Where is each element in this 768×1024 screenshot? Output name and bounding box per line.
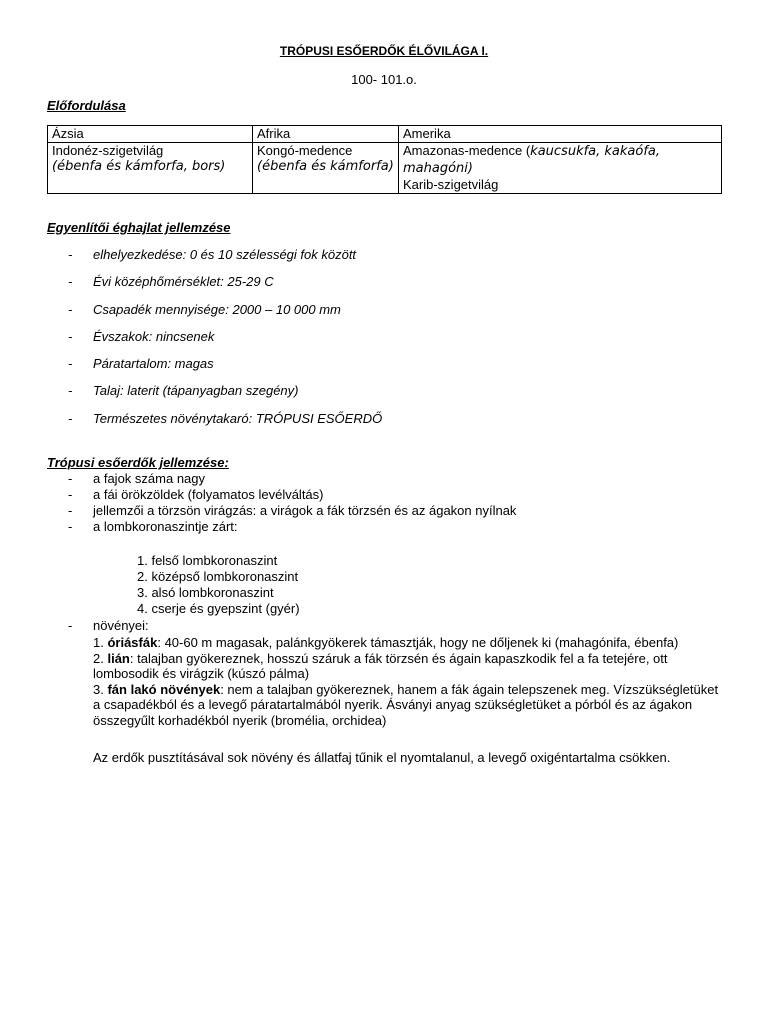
list-item: - Évi középhőmérséklet: 25-29 C [68,274,274,290]
list-item: - a fajok száma nagy [68,471,206,486]
table-header-row [48,126,722,143]
header-america: Amerika [399,126,722,143]
list-item: - a fái örökzöldek (folyamatos levélváltás) [68,487,324,502]
plant-item: 1. óriásfák: 40-60 m magasak, palánkgyökerek támasztják, hogy ne dőljenek ki (mahagónifa, ébenfa) [93,635,679,650]
occurrence-heading: Előfordulása [47,98,126,113]
asia-region: Indonéz-szigetvilág [52,143,164,158]
list-item: - Páratartalom: magas [68,356,214,372]
plant-name: fán lakó növények [107,681,221,697]
cell-africa [253,143,399,194]
africa-region: Kongó-medence [257,143,353,158]
canopy-levels-list [137,553,300,617]
list-item: - elhelyezkedése: 0 és 10 szélességi fok között [68,247,357,262]
plants-label: növényei: [93,618,149,633]
asia-detail: (ébenfa és kámforfa, bors) [52,159,226,174]
list-item: - Csapadék mennyisége: 2000 – 10 000 mm [68,301,341,317]
list-item: - a lombkoronaszintje zárt: [68,519,238,534]
america-region: Amazonas-medence ( [403,143,531,158]
list-item: - Természetes növénytakaró: TRÓPUSI ESŐERDŐ [68,410,383,426]
occurrence-table [47,125,722,194]
list-item: 1. felső lombkoronaszint [137,553,278,568]
page-reference: 100- 101.o. [351,72,417,87]
table-row [48,143,722,194]
list-item: - Évszakok: nincsenek [68,328,215,344]
features-heading: Trópusi esőerdők jellemzése: [47,455,229,470]
list-item: - jellemzői a törzsön virágzás: a virágok a fák törzsén és az ágakon nyílnak [68,503,517,518]
africa-detail: (ébenfa és kámforfa) [257,159,394,174]
america-main [403,143,717,177]
america-extra: Karib-szigetvilág [403,177,499,192]
plant-name: lián [107,650,130,666]
closing-paragraph: Az erdők pusztításával sok növény és állatfaj tűnik el nyomtalanul, a levegő oxigéntartalma csökken. [93,750,671,765]
list-item: 4. cserje és gyepszint (gyér) [137,601,300,616]
plant-name: óriásfák [107,635,158,650]
climate-list [68,245,382,436]
cell-asia [48,143,253,194]
header-africa: Afrika [253,126,399,143]
cell-america [399,143,722,194]
plants-dash: - [68,618,73,633]
plants-section [93,635,723,729]
header-asia: Ázsia [48,126,253,143]
list-item: 3. alsó lombkoronaszint [137,585,274,600]
climate-heading: Egyenlítői éghajlat jellemzése [47,220,231,235]
plant-item: 2. lián: talajban gyökereznek, hosszú száruk a fák törzsén és ágain kapaszkodik fel a fa tetejére, ott lombosodik és virágzik (kúszó pálma) [93,650,668,682]
page-title: TRÓPUSI ESŐERDŐK ÉLŐVILÁGA I. [279,44,489,58]
features-list [68,471,516,535]
plant-item: 3. fán lakó növények: nem a talajban gyökereznek, hanem a fák ágain telepszenek meg. Vízszükségletüket a csapadékból és a levegő páratartalmából nyerik. Ásványi anyag szükségletüket a pórból és az ágakon összegyűlt korhadékból nyerik (bromélia, orchidea) [93,681,719,728]
list-item: 2. középső lombkoronaszint [137,569,299,584]
america-detail: kaucsukfa, kakaófa, mahagóni) [403,144,661,176]
list-item: - Talaj: laterit (tápanyagban szegény) [68,383,299,399]
